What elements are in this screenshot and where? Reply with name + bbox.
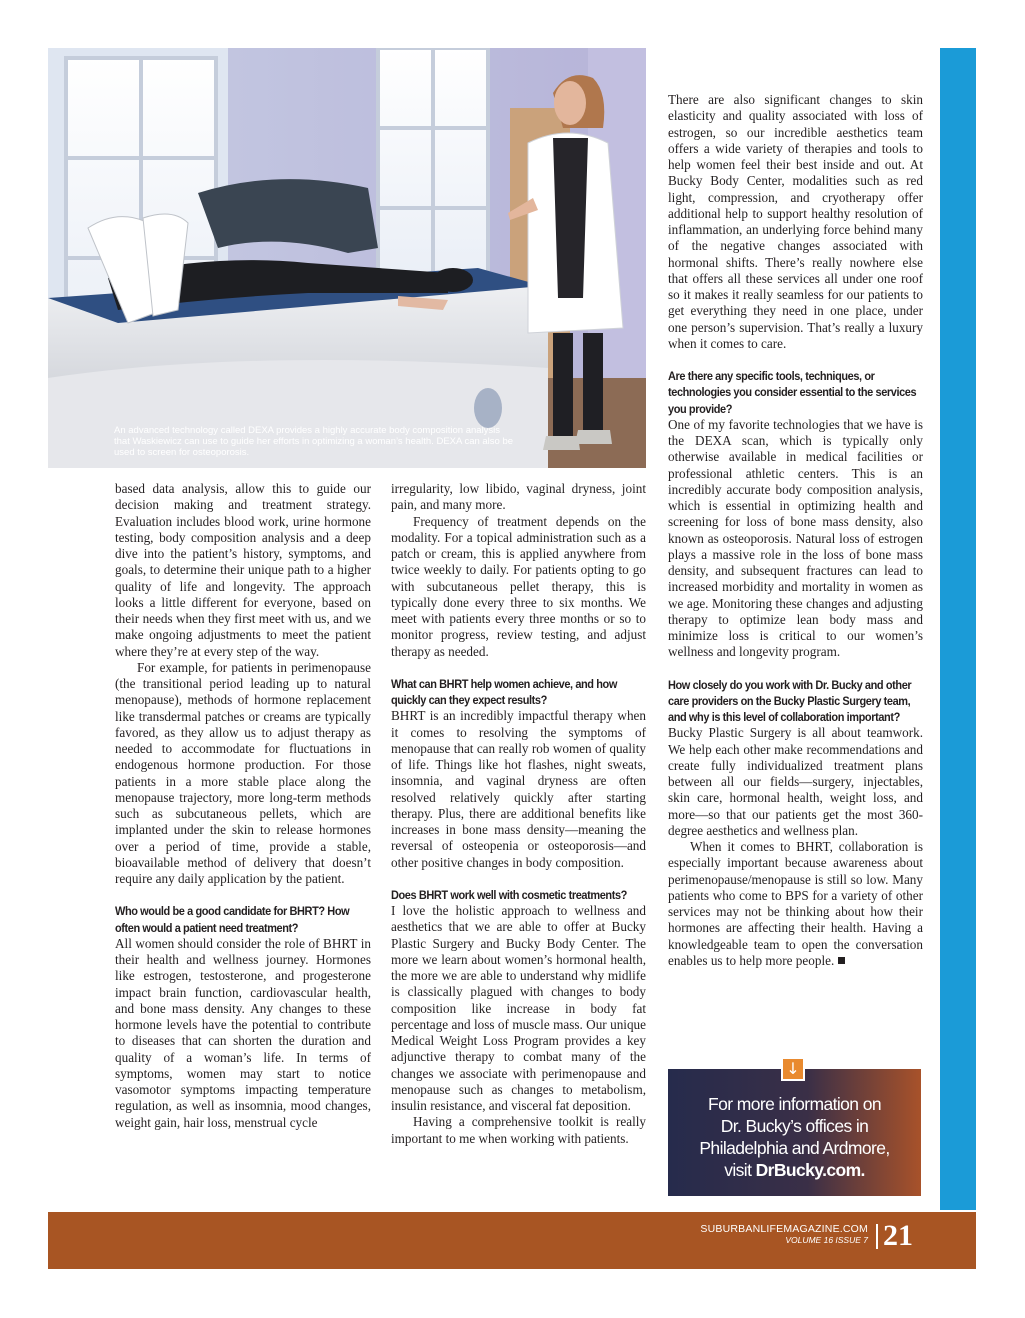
article-column-2 [391,481,646,1147]
magazine-website[interactable]: SUBURBANLIFEMAGAZINE.COM [700,1223,868,1235]
footer-divider [876,1224,878,1249]
arrow-down-icon: ↓ [781,1057,805,1081]
promo-visit-label: visit [724,1160,756,1180]
photo-caption: An advanced technology called DEXA provides a highly accurate body composition analysis that Waskiewicz can use to guide her efforts in optimizing a woman’s health. DEXA can also be used to screen for osteoporosis. [114,425,514,458]
article-column-1 [115,481,371,1131]
paragraph: irregularity, low libido, vaginal dryness, joint pain, and many more. [391,481,646,513]
paragraph: For example, for patients in perimenopause (the transitional period leading up to natural menopause), methods of hormone replacement like transdermal patches or creams are typically favored, as they allow us to adjust therapy as needed to accommodate for fluctuations in endogenous hormone production. For those patients in a more stable place along the menopause trajectory, more long-term methods such as subcutaneous pellets, which are implanted under the skin to release hormones over a period of time, provide a stable, bioavailable method of delivery that doesn’t require any daily application by the patient. [115,659,371,886]
section-heading: Are there any specific tools, techniques, or technologies you consider essential to the services you provide? [668,369,917,416]
volume-issue: VOLUME 16 ISSUE 7 [785,1235,868,1245]
promo-line: For more information on [708,1094,881,1114]
end-of-article-mark [838,957,845,964]
promo-line [668,1159,921,1181]
footer-publication-info [700,1223,868,1246]
section-heading: What can BHRT help women achieve, and how quickly can they expect results? [391,676,617,707]
more-info-box [668,1069,921,1196]
dexa-scan-photo [48,48,646,468]
blue-side-tab [940,48,976,1210]
page-number: 21 [883,1219,913,1252]
section-heading: Does BHRT work well with cosmetic treatments? [391,887,627,902]
paragraph: All women should consider the role of BHRT in their health and wellness journey. Hormones like estrogen, testosterone, and progesterone impact brain function, cardiovascular health, and bone mass density. Any changes to these hormone levels have the potential to contribute to diseases that can shorten the duration and quality of a woman’s life. In terms of symptoms, women may start to notice vasomotor symptoms impacting temperature regulation, as well as insomnia, mood changes, weight gain, hair loss, menstrual cycle [115,935,371,1130]
section-heading: Who would be a good candidate for BHRT? How often would a patient need treatment? [115,904,350,935]
paragraph-final [668,839,923,969]
paragraph: I love the holistic approach to wellness and aesthetics that we are able to offer at Bucky Plastic Surgery and Bucky Body Center. The more we learn about women’s hormonal health, the more we are able to understand why midlife is classically plagued with changes to body composition like increase in body fat percentage and loss of muscle mass. Our unique Medical Weight Loss Program provides a key adjunctive therapy to combat many of the changes we associate with perimenopause and menopause such as changes to metabolism, insulin resistance, and visceral fat deposition. [391,903,646,1113]
paragraph: One of my favorite technologies that we have is the DEXA scan, which is typically only otherwise available in medical facilities or professional athletic centers. This is an incredibly accurate body composition analysis, which is essential in optimizing health and screening for loss of bone mass density, also known as osteoporosis. Natural loss of estrogen plays a massive role in the loss of bone mass density, and subsequent fractures can lead to increased morbidity and mortality in women as we age. Monitoring these changes and adjusting therapy to optimize lean body mass and minimize loss is critical to our women’s wellness and longevity program. [668,416,923,660]
paragraph: There are also significant changes to skin elasticity and quality associated with loss of estrogen, so our incredible aesthetics team offers a wide variety of therapies and tools to help women feel their best inside and out. At Bucky Body Center, modalities such as red light, compression, and cryotherapy offer additional help to support healthy resolution of inflammation, an underlying force behind many of the negative changes associated with hormonal shifts. There’s really nowhere else that offers all these services all under one roof so it makes it really seamless for our patients to get everything they need in one place, under one person’s supervision. That’s really a luxury when it comes to care. [668,92,923,351]
article-column-3 [668,92,923,969]
paragraph: Bucky Plastic Surgery is all about teamwork. We help each other make recommendations and create fully individualized treatment plans between all our fields—surgery, injectables, skin care, hormonal health, weight loss, and more—so that our patients get the most 360-degree aesthetics and wellness plan. [668,725,923,838]
promo-line: Dr. Bucky’s offices in [720,1116,869,1136]
more-info-text [668,1093,921,1181]
website-link[interactable]: DrBucky.com. [755,1160,865,1180]
promo-line: Philadelphia and Ardmore, [699,1138,890,1158]
paragraph: based data analysis, allow this to guide our decision making and treatment strategy. Evaluation includes blood work, urine hormone testing, body composition analysis and a deep dive into the patient’s history, symptoms, and goals, to determine their unique path to a higher quality of life and longevity. The approach looks a little different for everyone, based on their needs when they first meet with us, and we make ongoing adjustments to meet the patient where they’re at every step of the way. [115,481,371,659]
section-heading: How closely do you work with Dr. Bucky and other care providers on the Bucky Plastic Surgery team, and why is this level of collaboration important? [668,677,912,724]
paragraph-text: When it comes to BHRT, collaboration is especially important because awareness about perimenopause/menopause is still so low. Many patients who come to BPS for a variety of other services may not be thinking about how their hormones are affecting their health. Having a knowledgeable team to open the conversation enables us to help more people. [668,839,923,968]
paragraph: BHRT is an incredibly impactful therapy when it comes to resolving the symptoms of menopause that can really rob women of quality of life. Things like hot flashes, night sweats, insomnia, and vaginal dryness are often resolved relatively quickly after starting therapy. Plus, there are additional benefits like increases in bone mass density—meaning the reversal of osteopenia or osteoporosis—and other positive changes in body composition. [391,708,646,870]
paragraph: Having a comprehensive toolkit is really important to me when working with patients. [391,1114,646,1146]
paragraph: Frequency of treatment depends on the modality. For a topical administration such as a patch or cream, this is applied anywhere from twice weekly to daily. For patients opting to go with subcutaneous pellet therapy, this is typically done every three to six months. We meet with patients every three months or so to monitor progress, review testing, and adjust therapy as needed. [391,513,646,659]
